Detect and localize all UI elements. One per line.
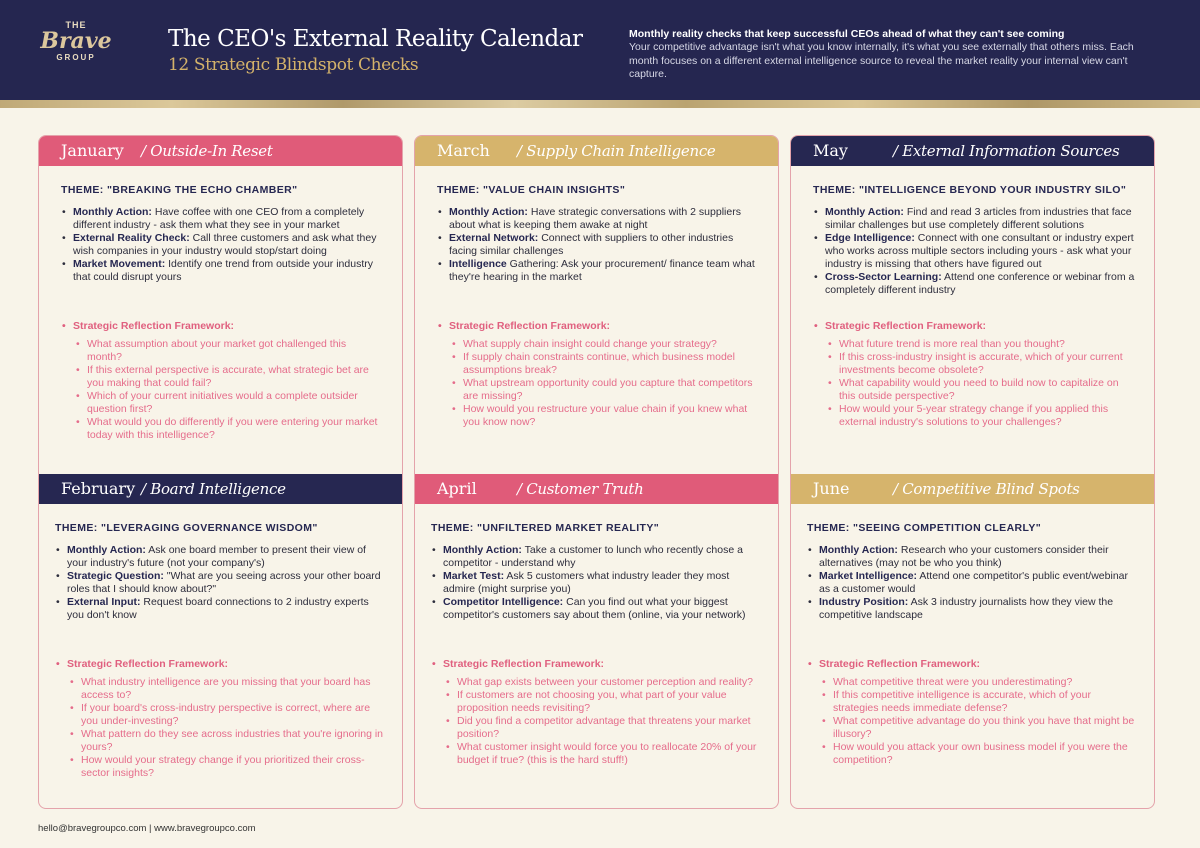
reflection-question: • How would you restructure your value chain if you knew what you know now? [437, 403, 760, 429]
month-card-april [415, 474, 778, 767]
reflection-list [55, 676, 384, 780]
action-label: Market Movement: [73, 258, 166, 270]
action-item [437, 258, 760, 284]
action-item [437, 206, 760, 232]
logo-the: THE [65, 20, 87, 30]
action-label: Monthly Action: [67, 544, 146, 556]
action-item [437, 232, 760, 258]
action-list [55, 544, 384, 652]
action-item [431, 596, 760, 622]
month-name: January [61, 141, 124, 160]
page-title: The CEO's External Reality Calendar [168, 26, 583, 52]
action-item [807, 596, 1136, 622]
action-list [437, 206, 760, 314]
reflection-heading: • Strategic Reflection Framework: [55, 658, 384, 670]
calendar-column [790, 135, 1155, 809]
month-body [39, 504, 402, 780]
month-name: March [437, 141, 490, 160]
action-label: Industry Position: [819, 596, 909, 608]
action-item [431, 544, 760, 570]
action-text: Ask one board member to present their view of your industry's future (not your company's) [67, 544, 366, 569]
action-text: Find and read 3 articles from industries that face similar challenges but use completely different solutions [825, 206, 1132, 231]
page-subtitle: 12 Strategic Blindspot Checks [168, 55, 419, 75]
action-item [431, 570, 760, 596]
action-text: Have strategic conversations with 2 suppliers about what is keeping them awake at night [449, 206, 741, 231]
action-label: Monthly Action: [443, 544, 522, 556]
month-focus: / Competitive Blind Spots [893, 480, 1080, 498]
action-text: Attend one conference or webinar from a completely different industry [825, 271, 1135, 296]
action-text: Can you find out what your biggest competitor's customers say about them (online, via your network) [443, 596, 746, 621]
reflection-heading: • Strategic Reflection Framework: [61, 320, 384, 332]
action-text: Connect with suppliers to other industries facing similar challenges [449, 232, 734, 257]
month-card-february [39, 474, 402, 780]
reflection-list [807, 676, 1136, 767]
action-text: "What are you seeing across your other board roles that I should know about?" [67, 570, 381, 595]
month-theme: THEME: "VALUE CHAIN INSIGHTS" [437, 184, 626, 196]
reflection-question: • What competitive advantage do you think you have that might be illusory? [807, 715, 1136, 741]
action-text: Gathering: Ask your procurement/ finance team what they're hearing in the market [449, 258, 755, 283]
footer-website[interactable]: www.bravegroupco.com [154, 823, 256, 834]
month-header [415, 474, 778, 504]
reflection-question: • What customer insight would force you to reallocate 20% of your budget if true? (this is the hard stuff!) [431, 741, 760, 767]
calendar-column [38, 135, 403, 809]
reflection-question: • What competitive threat were you underestimating? [807, 676, 1136, 689]
month-card-january [39, 136, 402, 474]
month-name: June [813, 479, 850, 498]
action-list [61, 206, 384, 314]
action-label: Edge Intelligence: [825, 232, 915, 244]
reflection-list [61, 338, 384, 442]
reflection-heading: • Strategic Reflection Framework: [813, 320, 1136, 332]
action-label: Monthly Action: [819, 544, 898, 556]
reflection-question: • What gap exists between your customer perception and reality? [431, 676, 760, 689]
reflection-list [437, 338, 760, 429]
month-body [791, 504, 1154, 767]
month-card-june [791, 474, 1154, 767]
action-text: Attend one competitor's public event/webinar as a customer would [819, 570, 1128, 595]
footer-email[interactable]: hello@bravegroupco.com [38, 823, 147, 834]
action-label: Monthly Action: [449, 206, 528, 218]
action-label: Intelligence [449, 258, 507, 270]
reflection-question: • How would you attack your own business model if you were the competition? [807, 741, 1136, 767]
reflection-list [431, 676, 760, 767]
month-card-march [415, 136, 778, 474]
action-text: Connect with one consultant or industry expert who works across multiple sectors including yours - ask what your industry is missing that others have figured out [825, 232, 1134, 270]
reflection-heading: • Strategic Reflection Framework: [807, 658, 1136, 670]
reflection-question: • If this competitive intelligence is accurate, which of your strategies needs immediate defense? [807, 689, 1136, 715]
footer [38, 823, 256, 834]
reflection-question: • What upstream opportunity could you capture that competitors are missing? [437, 377, 760, 403]
action-text: Request board connections to 2 industry experts you don't know [67, 596, 369, 621]
action-item [55, 596, 384, 622]
month-name: May [813, 141, 848, 160]
month-body [791, 166, 1154, 429]
month-header [791, 474, 1154, 504]
month-focus: / Board Intelligence [141, 480, 286, 498]
action-item [813, 232, 1136, 271]
action-text: Identify one trend from outside your industry that could disrupt yours [73, 258, 373, 283]
action-text: Take a customer to lunch who recently chose a competitor - understand why [443, 544, 743, 569]
action-label: External Reality Check: [73, 232, 190, 244]
reflection-heading: • Strategic Reflection Framework: [437, 320, 760, 332]
action-text: Ask 3 industry journalists how they view the competitive landscape [819, 596, 1114, 621]
footer-separator: | [149, 823, 152, 834]
action-label: Competitor Intelligence: [443, 596, 564, 608]
month-theme: THEME: "UNFILTERED MARKET REALITY" [431, 522, 660, 534]
logo-group: GROUP [56, 53, 96, 62]
month-focus: / Outside-In Reset [141, 142, 273, 160]
intro-body: Your competitive advantage isn't what you know internally, it's what you see externally that others miss. Each month focuses on a different external intelligence source to reveal the market reality your internal view can't capture. [629, 41, 1134, 80]
action-label: External Network: [449, 232, 539, 244]
reflection-question: • What industry intelligence are you missing that your board has access to? [55, 676, 384, 702]
action-item [55, 544, 384, 570]
action-text: Call three customers and ask what they wish companies in your industry would stop/start doing [73, 232, 377, 257]
page-header [0, 0, 1200, 100]
action-label: External Input: [67, 596, 141, 608]
month-focus: / Supply Chain Intelligence [517, 142, 716, 160]
month-body [39, 166, 402, 442]
logo-brave: Brave [40, 28, 112, 54]
action-label: Cross-Sector Learning: [825, 271, 942, 283]
month-header [415, 136, 778, 166]
month-theme: THEME: "BREAKING THE ECHO CHAMBER" [61, 184, 298, 196]
month-theme: THEME: "SEEING COMPETITION CLEARLY" [807, 522, 1042, 534]
action-label: Strategic Question: [67, 570, 164, 582]
reflection-question: • How would your strategy change if you prioritized their cross-sector insights? [55, 754, 384, 780]
action-text: Ask 5 customers what industry leader they most admire (might surprise you) [443, 570, 730, 595]
month-header [39, 474, 402, 504]
reflection-question: • If supply chain constraints continue, which business model assumptions break? [437, 351, 760, 377]
action-label: Market Test: [443, 570, 505, 582]
action-item [61, 258, 384, 284]
action-item [813, 206, 1136, 232]
reflection-question: • What capability would you need to build now to capitalize on this outside perspective? [813, 377, 1136, 403]
reflection-list [813, 338, 1136, 429]
month-focus: / External Information Sources [893, 142, 1120, 160]
month-focus: / Customer Truth [517, 480, 644, 498]
calendar-column [414, 135, 779, 809]
reflection-question: • Which of your current initiatives would a complete outsider question first? [61, 390, 384, 416]
month-theme: THEME: "LEVERAGING GOVERNANCE WISDOM" [55, 522, 318, 534]
action-label: Monthly Action: [825, 206, 904, 218]
reflection-question: • Did you find a competitor advantage that threatens your market position? [431, 715, 760, 741]
reflection-question: • What future trend is more real than you thought? [813, 338, 1136, 351]
action-label: Market Intelligence: [819, 570, 918, 582]
action-item [55, 570, 384, 596]
reflection-question: • If customers are not choosing you, what part of your value proposition needs revisiting? [431, 689, 760, 715]
gold-divider [0, 100, 1200, 108]
month-theme: THEME: "INTELLIGENCE BEYOND YOUR INDUSTRY SILO" [813, 184, 1127, 196]
month-name: April [437, 479, 477, 498]
reflection-question: • What assumption about your market got challenged this month? [61, 338, 384, 364]
reflection-question: • What pattern do they see across industries that you're ignoring in yours? [55, 728, 384, 754]
month-header [39, 136, 402, 166]
reflection-question: • If this external perspective is accurate, what strategic bet are you making that could fail? [61, 364, 384, 390]
action-list [813, 206, 1136, 314]
month-name: February [61, 479, 136, 498]
month-body [415, 166, 778, 429]
action-list [807, 544, 1136, 652]
reflection-question: • If this cross-industry insight is accurate, which of your current investments become obsolete? [813, 351, 1136, 377]
action-text: Research who your customers consider their alternatives (may not be who you think) [819, 544, 1109, 569]
action-item [813, 271, 1136, 297]
intro-text [629, 28, 1139, 81]
reflection-heading: • Strategic Reflection Framework: [431, 658, 760, 670]
month-body [415, 504, 778, 767]
month-header [791, 136, 1154, 166]
action-label: Monthly Action: [73, 206, 152, 218]
reflection-question: • What would you do differently if you were entering your market today with this intelligence? [61, 416, 384, 442]
reflection-question: • How would your 5-year strategy change if you applied this external industry's solutions to your challenges? [813, 403, 1136, 429]
action-item [61, 232, 384, 258]
reflection-question: • If your board's cross-industry perspective is correct, where are you under-investing? [55, 702, 384, 728]
intro-headline: Monthly reality checks that keep successful CEOs ahead of what they can't see coming [629, 28, 1065, 40]
action-list [431, 544, 760, 652]
action-item [61, 206, 384, 232]
action-item [807, 570, 1136, 596]
action-text: Have coffee with one CEO from a completely different industry - ask them what they see in your market [73, 206, 365, 231]
reflection-question: • What supply chain insight could change your strategy? [437, 338, 760, 351]
month-card-may [791, 136, 1154, 474]
action-item [807, 544, 1136, 570]
brave-group-logo [36, 20, 116, 76]
